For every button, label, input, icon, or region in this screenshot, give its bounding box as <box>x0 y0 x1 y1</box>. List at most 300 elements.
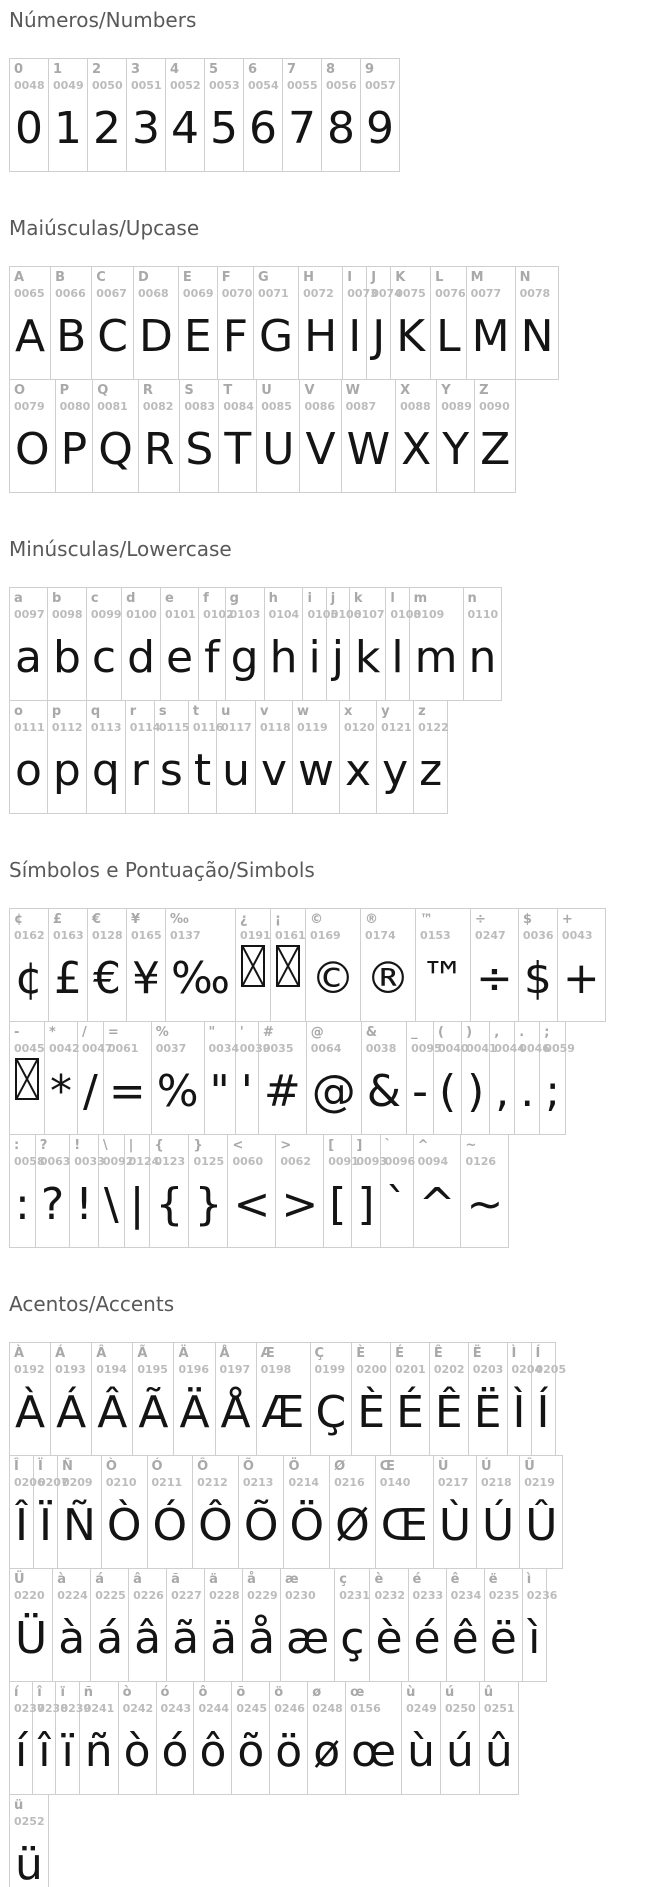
reference-char: D <box>138 270 149 285</box>
unicode-code: 0156 <box>350 1702 381 1715</box>
reference-char: Æ <box>260 1346 275 1361</box>
char-cell-0212 <box>193 1456 239 1568</box>
char-cell-0231 <box>335 1569 370 1681</box>
font-glyph: g <box>230 632 259 683</box>
font-glyph: . <box>520 1066 535 1117</box>
unicode-code: 0109 <box>413 608 445 621</box>
charmap-sections <box>9 8 661 1887</box>
char-cell-0040 <box>434 1022 469 1134</box>
unicode-code: 0050 <box>92 79 123 92</box>
font-glyph: r <box>130 745 149 796</box>
font-glyph: \ <box>103 1179 119 1230</box>
unicode-code: 0116 <box>192 721 224 734</box>
unicode-code: 0053 <box>209 79 240 92</box>
font-glyph: 0 <box>15 103 43 154</box>
char-cell-0192 <box>10 1343 51 1455</box>
char-cell-0102 <box>199 588 234 700</box>
font-glyph: ú <box>446 1726 474 1777</box>
font-glyph: ‰ <box>171 953 231 1004</box>
font-glyph: { <box>155 1179 184 1230</box>
section-upcase <box>9 216 661 493</box>
char-cell-0035 <box>259 1022 307 1134</box>
char-cell-0093 <box>352 1135 388 1247</box>
font-glyph: c <box>91 632 117 683</box>
unicode-code: 0211 <box>151 1476 183 1489</box>
char-cell-0088 <box>396 380 437 492</box>
reference-char: C <box>96 270 106 285</box>
charmap-lowercase <box>9 587 502 814</box>
font-glyph: 4 <box>171 103 199 154</box>
unicode-code: 0069 <box>182 287 214 300</box>
unicode-code: 0209 <box>61 1476 93 1489</box>
unicode-code: 0205 <box>535 1363 567 1376</box>
font-glyph: 2 <box>93 103 121 154</box>
font-glyph: O <box>15 424 50 475</box>
unicode-code: 0162 <box>14 929 45 942</box>
font-glyph: = <box>108 1066 146 1117</box>
char-cell-0165 <box>127 909 166 1021</box>
char-cell-0092 <box>99 1135 134 1247</box>
unicode-code: 0121 <box>381 721 412 734</box>
unicode-code: 0128 <box>92 929 123 942</box>
unicode-code: 0242 <box>122 1702 154 1715</box>
section-title-accents: Acentos/Accents <box>9 1292 175 1316</box>
unicode-code: 0104 <box>268 608 300 621</box>
reference-char: ~ <box>465 1138 477 1153</box>
font-glyph: t <box>193 745 212 796</box>
char-cell-0116 <box>189 701 224 813</box>
font-glyph: y <box>382 745 409 796</box>
char-cell-0094 <box>414 1135 462 1247</box>
reference-char: ÷ <box>475 912 486 927</box>
reference-char: o <box>14 704 23 719</box>
char-cell-0196 <box>174 1343 215 1455</box>
char-cell-0239 <box>56 1682 92 1794</box>
font-glyph: É <box>396 1387 424 1438</box>
unicode-code: 0101 <box>165 608 196 621</box>
unicode-code: 0103 <box>229 608 261 621</box>
reference-char: , <box>494 1025 500 1040</box>
char-cell-0209 <box>58 1456 102 1568</box>
font-glyph: õ <box>237 1726 265 1777</box>
reference-char: ö <box>274 1685 284 1700</box>
unicode-code: 0250 <box>445 1702 476 1715</box>
font-glyph: Z <box>480 424 511 475</box>
font-glyph: X <box>401 424 432 475</box>
reference-char: f <box>203 591 209 606</box>
reference-char: Q <box>97 383 109 398</box>
font-glyph: Ô <box>198 1500 233 1551</box>
char-cell-0081 <box>93 380 139 492</box>
char-cell-0087 <box>342 380 397 492</box>
font-glyph: ! <box>75 1179 93 1230</box>
section-title-numbers: Números/Numbers <box>9 8 197 32</box>
font-glyph: [ <box>329 1179 347 1230</box>
unicode-code: 0041 <box>466 1042 497 1055</box>
reference-char: l <box>390 591 395 606</box>
char-cell-0047 <box>78 1022 113 1134</box>
font-glyph: G <box>259 311 294 362</box>
char-cell-0161 <box>271 909 306 1021</box>
reference-char: | <box>128 1138 134 1153</box>
char-cell-0232 <box>370 1569 408 1681</box>
font-glyph: l <box>391 632 404 683</box>
reference-char: ñ <box>83 1685 93 1700</box>
reference-char: Ã <box>137 1346 148 1361</box>
unicode-code: 0140 <box>379 1476 411 1489</box>
reference-char: M <box>470 270 484 285</box>
section-title-symbols: Símbolos e Pontuação/Simbols <box>9 858 315 882</box>
reference-char: Ò <box>105 1459 117 1474</box>
unicode-code: 0199 <box>314 1363 346 1376</box>
unicode-code: 0203 <box>472 1363 504 1376</box>
char-cell-0085 <box>257 380 300 492</box>
unicode-code: 0083 <box>184 400 216 413</box>
missing-glyph-box-icon <box>276 945 300 987</box>
unicode-code: 0078 <box>519 287 551 300</box>
font-glyph: M <box>471 311 510 362</box>
char-cell-0071 <box>254 267 299 379</box>
unicode-code: 0048 <box>14 79 45 92</box>
reference-char: . <box>519 1025 525 1040</box>
char-cell-0118 <box>256 701 293 813</box>
unicode-code: 0096 <box>384 1155 416 1168</box>
font-glyph: j <box>331 632 344 683</box>
reference-char: É <box>395 1346 404 1361</box>
unicode-code: 0122 <box>418 721 449 734</box>
section-title-lowercase: Minúsculas/Lowercase <box>9 537 232 561</box>
char-cell-0193 <box>51 1343 92 1455</box>
unicode-code: 0043 <box>561 929 593 942</box>
font-glyph: Ü <box>15 1613 48 1664</box>
reference-char: 6 <box>248 62 258 77</box>
section-lowercase <box>9 537 661 814</box>
font-glyph: ñ <box>84 1726 113 1777</box>
reference-char: v <box>259 704 269 719</box>
font-glyph: Æ <box>261 1387 305 1438</box>
font-glyph: ™ <box>421 953 466 1004</box>
font-glyph: p <box>52 745 81 796</box>
reference-char: i <box>307 591 312 606</box>
reference-char: " <box>208 1025 216 1040</box>
unicode-code: 0066 <box>55 287 86 300</box>
char-cell-0156 <box>346 1682 402 1794</box>
charmap-row <box>9 1342 567 1456</box>
reference-char: ` <box>384 1138 392 1153</box>
unicode-code: 0225 <box>95 1589 126 1602</box>
char-cell-0206 <box>10 1456 45 1568</box>
unicode-code: 0076 <box>435 287 466 300</box>
reference-char: © <box>310 912 324 927</box>
unicode-code: 0047 <box>82 1042 113 1055</box>
font-glyph <box>241 945 265 1013</box>
reference-char: e <box>165 591 174 606</box>
char-cell-0058 <box>10 1135 45 1247</box>
font-glyph: Œ <box>380 1500 428 1551</box>
charmap-row <box>9 1681 519 1795</box>
char-cell-0059 <box>540 1022 575 1134</box>
char-cell-0104 <box>265 588 304 700</box>
unicode-code: 0236 <box>526 1589 558 1602</box>
font-glyph: ì <box>528 1613 541 1664</box>
missing-glyph-box-icon <box>241 945 265 987</box>
unicode-code: 0245 <box>236 1702 267 1715</box>
reference-char: Ì <box>511 1346 517 1361</box>
unicode-code: 0075 <box>395 287 426 300</box>
font-glyph: L <box>436 311 461 362</box>
font-glyph: F <box>222 311 249 362</box>
reference-char: V <box>304 383 315 398</box>
reference-char: 2 <box>92 62 102 77</box>
char-cell-0098 <box>48 588 87 700</box>
char-cell-0065 <box>10 267 51 379</box>
charmap-row <box>9 266 559 380</box>
reference-char: å <box>247 1572 256 1587</box>
char-cell-0228 <box>205 1569 243 1681</box>
unicode-code: 0108 <box>390 608 422 621</box>
font-glyph: 7 <box>288 103 316 154</box>
reference-char: > <box>280 1138 292 1153</box>
char-cell-0061 <box>104 1022 152 1134</box>
unicode-code: 0206 <box>14 1476 45 1489</box>
font-glyph: o <box>15 745 42 796</box>
font-glyph: u <box>222 745 250 796</box>
char-cell-0086 <box>300 380 341 492</box>
font-glyph: ö <box>275 1726 303 1777</box>
unicode-code: 0080 <box>59 400 91 413</box>
charmap-row <box>9 1794 49 1887</box>
reference-char: 0 <box>14 62 24 77</box>
char-cell-0126 <box>461 1135 508 1247</box>
font-glyph: H <box>304 311 338 362</box>
unicode-code: 0194 <box>96 1363 127 1376</box>
unicode-code: 0099 <box>90 608 122 621</box>
font-glyph: å <box>248 1613 276 1664</box>
unicode-code: 0124 <box>128 1155 160 1168</box>
reference-char: z <box>418 704 426 719</box>
unicode-code: 0228 <box>209 1589 240 1602</box>
char-cell-0242 <box>119 1682 157 1794</box>
char-cell-0037 <box>152 1022 205 1134</box>
reference-char: Ä <box>178 1346 189 1361</box>
unicode-code: 0057 <box>365 79 396 92</box>
char-cell-0219 <box>520 1456 562 1568</box>
reference-char: * <box>49 1025 56 1040</box>
font-glyph: È <box>357 1387 386 1438</box>
reference-char: ã <box>171 1572 180 1587</box>
unicode-code: 0095 <box>411 1042 442 1055</box>
unicode-code: 0169 <box>310 929 341 942</box>
char-cell-0213 <box>239 1456 285 1568</box>
font-glyph: Ï <box>38 1500 52 1551</box>
reference-char: - <box>14 1025 20 1040</box>
char-cell-0225 <box>91 1569 129 1681</box>
unicode-code: 0059 <box>544 1042 575 1055</box>
char-cell-0204 <box>508 1343 543 1455</box>
unicode-code: 0074 <box>371 287 402 300</box>
font-glyph: q <box>91 745 120 796</box>
font-glyph: m <box>414 632 458 683</box>
font-glyph: Ä <box>179 1387 210 1438</box>
font-glyph: ^ <box>418 1179 456 1230</box>
reference-char: £ <box>53 912 63 927</box>
reference-char: H <box>303 270 315 285</box>
char-cell-0234 <box>447 1569 485 1681</box>
unicode-code: 0044 <box>494 1042 525 1055</box>
font-glyph: v <box>260 745 288 796</box>
unicode-code: 0065 <box>14 287 45 300</box>
font-glyph: á <box>96 1613 124 1664</box>
char-cell-0203 <box>469 1343 508 1455</box>
unicode-code: 0093 <box>356 1155 388 1168</box>
font-glyph: > <box>281 1179 319 1230</box>
font-glyph: ? <box>40 1179 65 1230</box>
char-cell-0200 <box>352 1343 391 1455</box>
font-glyph: Ì <box>512 1387 526 1438</box>
reference-char: Ñ <box>61 1459 73 1474</box>
char-cell-0108 <box>386 588 422 700</box>
font-glyph: S <box>185 424 214 475</box>
font-glyph: Y <box>442 424 470 475</box>
reference-char: / <box>82 1025 87 1040</box>
char-cell-0226 <box>129 1569 167 1681</box>
font-glyph: w <box>298 745 335 796</box>
char-cell-0069 <box>179 267 218 379</box>
unicode-code: 0100 <box>126 608 157 621</box>
char-cell-0115 <box>155 701 189 813</box>
font-glyph: Ñ <box>62 1500 96 1551</box>
font-glyph: î <box>38 1726 51 1777</box>
unicode-code: 0210 <box>105 1476 137 1489</box>
char-cell-0068 <box>134 267 179 379</box>
unicode-code: 0113 <box>90 721 122 734</box>
unicode-code: 0089 <box>441 400 472 413</box>
reference-char: { <box>154 1138 164 1153</box>
char-cell-0220 <box>10 1569 53 1681</box>
reference-char: À <box>14 1346 25 1361</box>
unicode-code: 0105 <box>307 608 339 621</box>
char-cell-0121 <box>377 701 414 813</box>
font-glyph: Ò <box>106 1500 142 1551</box>
reference-char: w <box>297 704 310 719</box>
font-glyph: b <box>52 632 81 683</box>
reference-char: 7 <box>287 62 297 77</box>
unicode-code: 0163 <box>53 929 84 942</box>
unicode-code: 0035 <box>262 1042 294 1055</box>
char-cell-0247 <box>471 909 519 1021</box>
char-cell-0060 <box>228 1135 276 1247</box>
unicode-code: 0058 <box>14 1155 45 1168</box>
char-cell-0036 <box>519 909 558 1021</box>
unicode-code: 0126 <box>465 1155 497 1168</box>
char-cell-0043 <box>558 909 605 1021</box>
char-cell-0109 <box>410 588 464 700</box>
font-glyph: ø <box>313 1726 341 1777</box>
char-cell-0244 <box>194 1682 232 1794</box>
unicode-code: 0241 <box>83 1702 115 1715</box>
char-cell-0210 <box>102 1456 148 1568</box>
unicode-code: 0227 <box>171 1589 202 1602</box>
char-cell-0067 <box>92 267 134 379</box>
font-glyph: E <box>183 311 212 362</box>
unicode-code: 0046 <box>519 1042 550 1055</box>
unicode-code: 0239 <box>60 1702 92 1715</box>
font-glyph: œ <box>351 1726 397 1777</box>
font-glyph: 9 <box>366 103 394 154</box>
char-cell-0074 <box>367 267 402 379</box>
unicode-code: 0117 <box>221 721 252 734</box>
char-cell-0128 <box>88 909 127 1021</box>
unicode-code: 0077 <box>470 287 502 300</box>
reference-char: ( <box>437 1025 444 1040</box>
font-glyph: ' <box>240 1066 253 1117</box>
reference-char: 4 <box>170 62 180 77</box>
font-glyph: Â <box>97 1387 128 1438</box>
reference-char: J <box>371 270 377 285</box>
font-glyph: ä <box>210 1613 238 1664</box>
reference-char: R <box>142 383 153 398</box>
unicode-code: 0098 <box>51 608 83 621</box>
unicode-code: 0034 <box>208 1042 240 1055</box>
charmap-accents <box>9 1342 567 1887</box>
char-cell-0140 <box>376 1456 434 1568</box>
unicode-code: 0045 <box>14 1042 45 1055</box>
reference-char: Ø <box>334 1459 346 1474</box>
unicode-code: 0067 <box>96 287 127 300</box>
char-cell-0070 <box>218 267 254 379</box>
unicode-code: 0161 <box>275 929 306 942</box>
font-glyph: a <box>15 632 42 683</box>
reference-char: á <box>95 1572 104 1587</box>
char-cell-0243 <box>157 1682 195 1794</box>
reference-char: & <box>365 1025 378 1040</box>
font-glyph: ÷ <box>476 953 513 1004</box>
font-glyph: T <box>224 424 252 475</box>
char-cell-0084 <box>219 380 257 492</box>
reference-char: ì <box>526 1572 532 1587</box>
reference-char: s <box>158 704 167 719</box>
char-cell-0236 <box>523 1569 558 1681</box>
charmap-row <box>9 58 400 172</box>
unicode-code: 0060 <box>232 1155 264 1168</box>
font-glyph: B <box>56 311 87 362</box>
reference-char: b <box>51 591 62 606</box>
font-glyph: ù <box>407 1726 436 1777</box>
reference-char: y <box>381 704 390 719</box>
font-glyph: < <box>233 1179 271 1230</box>
reference-char: U <box>261 383 272 398</box>
char-cell-0205 <box>532 1343 567 1455</box>
reference-char: ç <box>339 1572 347 1587</box>
unicode-code: 0056 <box>326 79 357 92</box>
reference-char: 3 <box>131 62 141 77</box>
unicode-code: 0238 <box>37 1702 68 1715</box>
font-glyph: , <box>495 1066 510 1117</box>
reference-char: ^ <box>417 1138 429 1153</box>
reference-char: I <box>347 270 353 285</box>
char-cell-0041 <box>462 1022 497 1134</box>
reference-char: c <box>90 591 99 606</box>
char-cell-0091 <box>324 1135 359 1247</box>
unicode-code: 0248 <box>312 1702 343 1715</box>
reference-char: X <box>400 383 411 398</box>
reference-char: â <box>133 1572 142 1587</box>
unicode-code: 0119 <box>297 721 328 734</box>
char-cell-0083 <box>180 380 219 492</box>
char-cell-0075 <box>391 267 431 379</box>
charmap-row <box>9 1455 563 1569</box>
font-glyph: À <box>15 1387 46 1438</box>
